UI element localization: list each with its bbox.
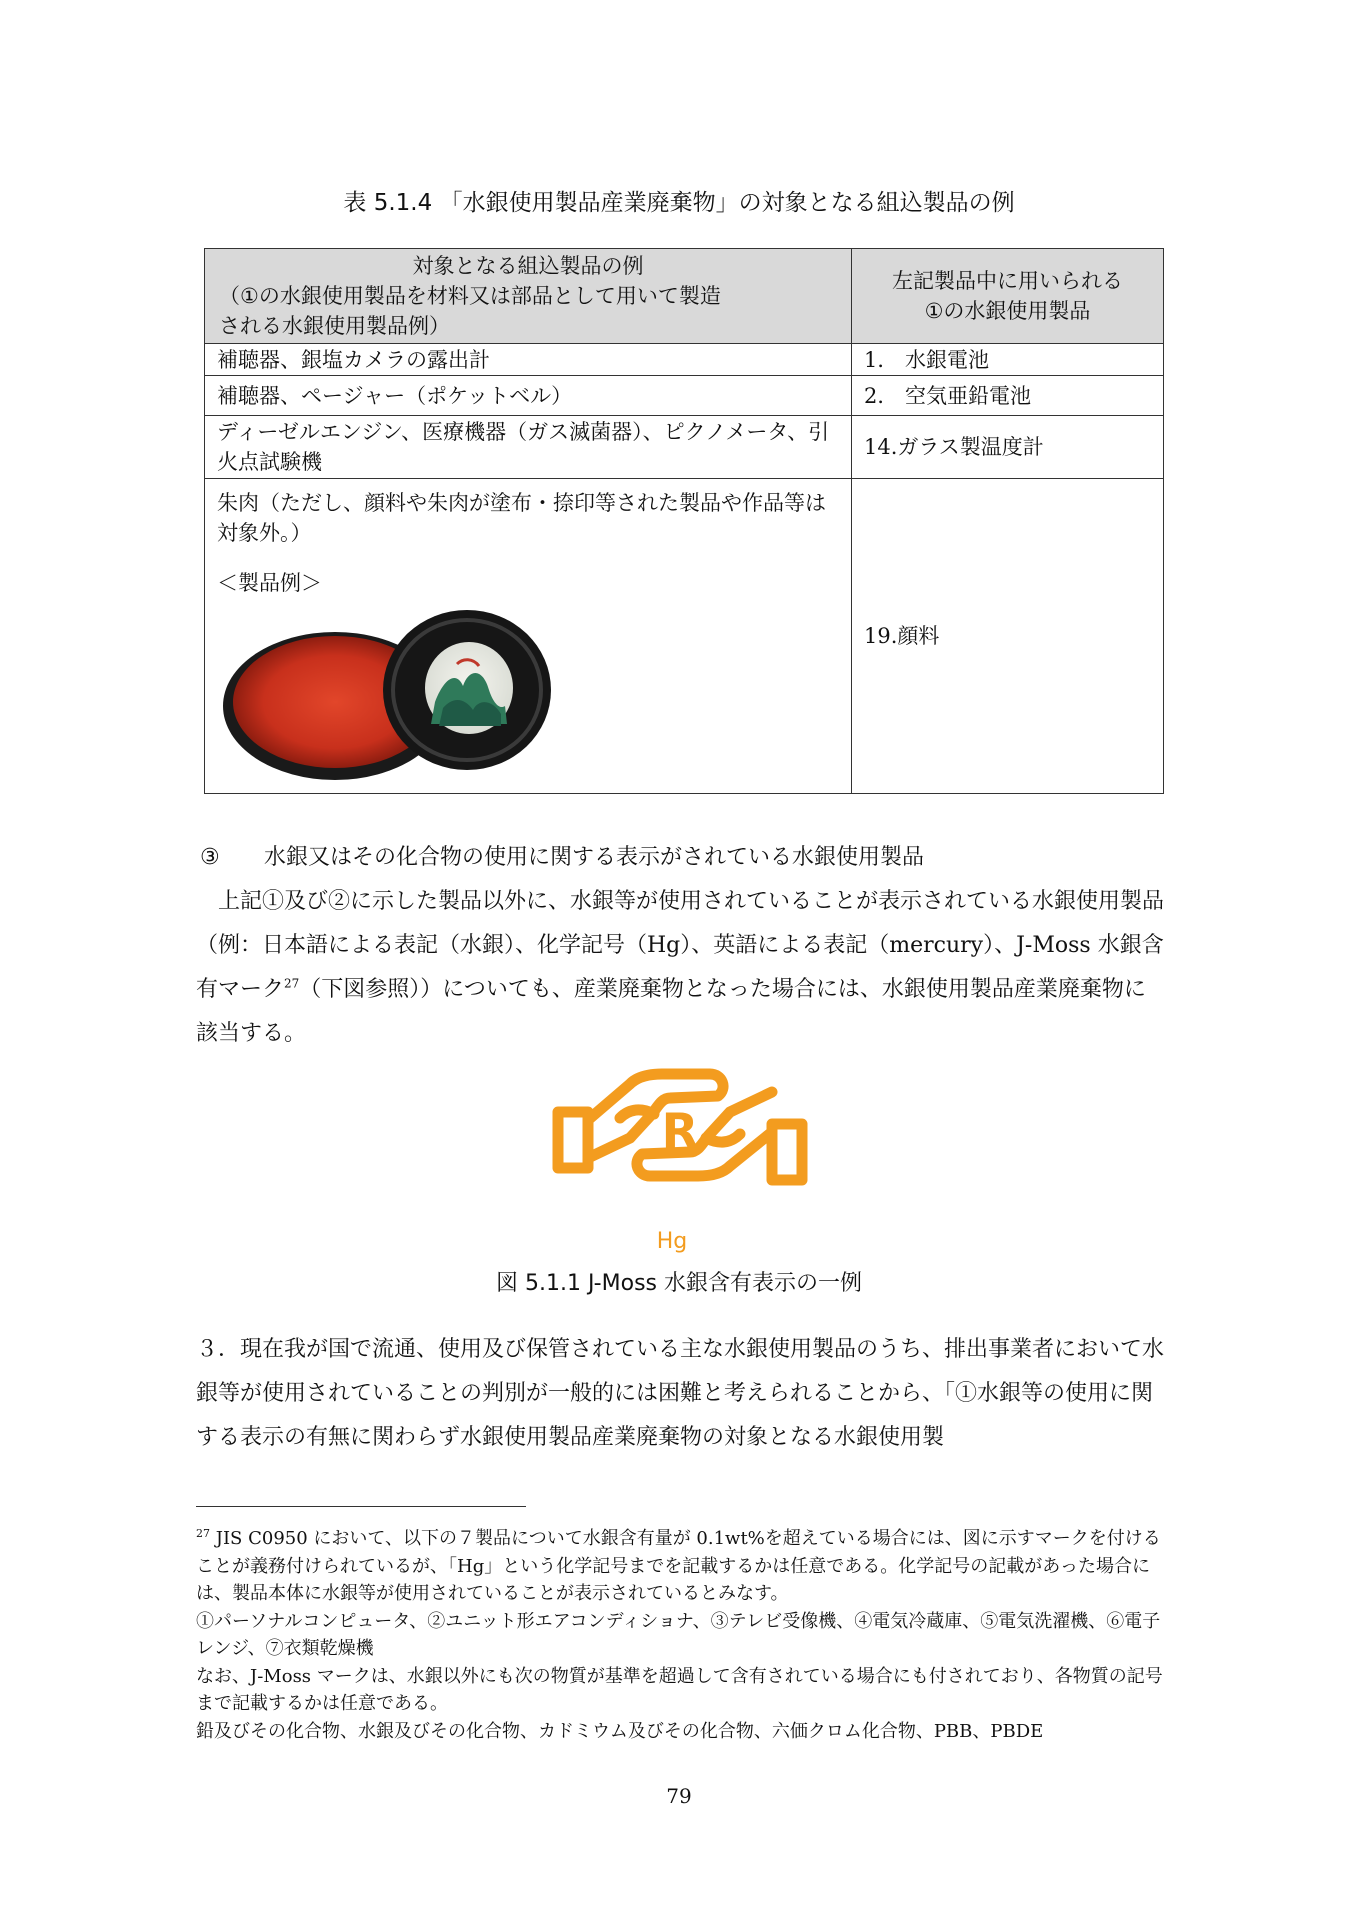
footnote-line: 鉛及びその化合物、水銀及びその化合物、カドミウム及びその化合物、六価クロム化合物、PBB、PBDE — [196, 1720, 1044, 1742]
table-row — [205, 479, 1164, 794]
header-components-line2: ①の水銀使用製品 — [924, 299, 1091, 323]
product-cell: 補聴器、ページャー（ポケットベル） — [205, 376, 852, 416]
vermilion-ink-pad-photo — [217, 606, 557, 786]
product-cell — [205, 479, 852, 794]
header-components — [852, 249, 1164, 344]
header-products-line1: 対象となる組込製品の例 — [412, 254, 644, 278]
table-row — [205, 416, 1164, 479]
section-3-body-text: 上記①及び②に示した製品以外に、水銀等が使用されていることが表示されている水銀使用製品（例：日本語による表記（水銀）、化学記号（Hg）、英語による表記（mercury）、J-Moss 水銀含有マーク — [196, 889, 1165, 1002]
footnote-text: JIS C0950 において、以下の７製品について水銀含有量が 0.1wt%を超えている場合には、図に示すマークを付けることが義務付けられているが、「Hg」という化学記号までを記載するかは任意である。化学記号の記載があった場合には、製品本体に水銀等が使用されていることが表示されているとみなす。 — [196, 1528, 1161, 1604]
component-cell: 14.ガラス製温度計 — [852, 416, 1164, 479]
paragraph-3: ３．現在我が国で流通、使用及び保管されている主な水銀使用製品のうち、排出事業者において水銀等が使用されていることの判別が一般的には困難と考えられることから、「①水銀等の使用に関する表示の有無に関わらず水銀使用製品産業廃棄物の対象となる水銀使用製 — [196, 1337, 1165, 1450]
component-cell: 1． 水銀電池 — [852, 344, 1164, 376]
section-3-title: 水銀又はその化合物の使用に関する表示がされている水銀使用製品 — [264, 845, 925, 870]
footnote-separator — [196, 1506, 526, 1507]
jmoss-mercury-mark-figure — [550, 1062, 810, 1262]
section-3-body-text-cont: （下図参照））についても、産業廃棄物となった場合には、水銀使用製品産業廃棄物に該当する。 — [196, 977, 1146, 1046]
footnote-line — [196, 1520, 1166, 1608]
jmoss-logo-letter: R — [661, 1104, 699, 1160]
footnote-number: 27 — [196, 1527, 210, 1540]
header-components-line1: 左記製品中に用いられる — [892, 269, 1123, 293]
footnote-line: ①パーソナルコンピュータ、②ユニット形エアコンディショナ、③テレビ受像機、④電気冷蔵庫、⑤電気洗濯機、⑥電子レンジ、⑦衣類乾燥機 — [196, 1610, 1161, 1659]
example-label: ＜製品例＞ — [217, 571, 322, 595]
page-number: 79 — [666, 1784, 692, 1808]
product-cell: ディーゼルエンジン、医療機器（ガス滅菌器）、ピクノメータ、引火点試験機 — [205, 416, 852, 479]
header-products-line3: される水銀使用製品例） — [219, 314, 450, 338]
section-3-body — [196, 880, 1166, 1056]
section-3-heading — [200, 840, 924, 871]
jmoss-hg-label: Hg — [656, 1229, 688, 1254]
section-3-number: ③ — [200, 845, 220, 870]
header-products-line2: （①の水銀使用製品を材料又は部品として用いて製造 — [219, 284, 721, 308]
footnote-ref: 27 — [284, 976, 300, 991]
table-header-row — [205, 249, 1164, 344]
footnote — [196, 1520, 1166, 1745]
component-cell: 2． 空気亜鉛電池 — [852, 376, 1164, 416]
product-text: 朱肉（ただし、顔料や朱肉が塗布・捺印等された製品や作品等は対象外。） — [217, 491, 826, 545]
header-products — [205, 249, 852, 344]
table-caption: 表 5.1.4 「水銀使用製品産業廃棄物」の対象となる組込製品の例 — [343, 190, 1015, 216]
table-row — [205, 376, 1164, 416]
table-row — [205, 344, 1164, 376]
figure-caption: 図 5.1.1 J-Moss 水銀含有表示の一例 — [496, 1271, 862, 1296]
product-cell: 補聴器、銀塩カメラの露出計 — [205, 344, 852, 376]
embedded-products-table — [204, 248, 1164, 794]
component-cell: 19.顔料 — [852, 479, 1164, 794]
footnote-line: なお、J-Moss マークは、水銀以外にも次の物質が基準を超過して含有されている場合にも付されており、各物質の記号まで記載するかは任意である。 — [196, 1665, 1163, 1714]
